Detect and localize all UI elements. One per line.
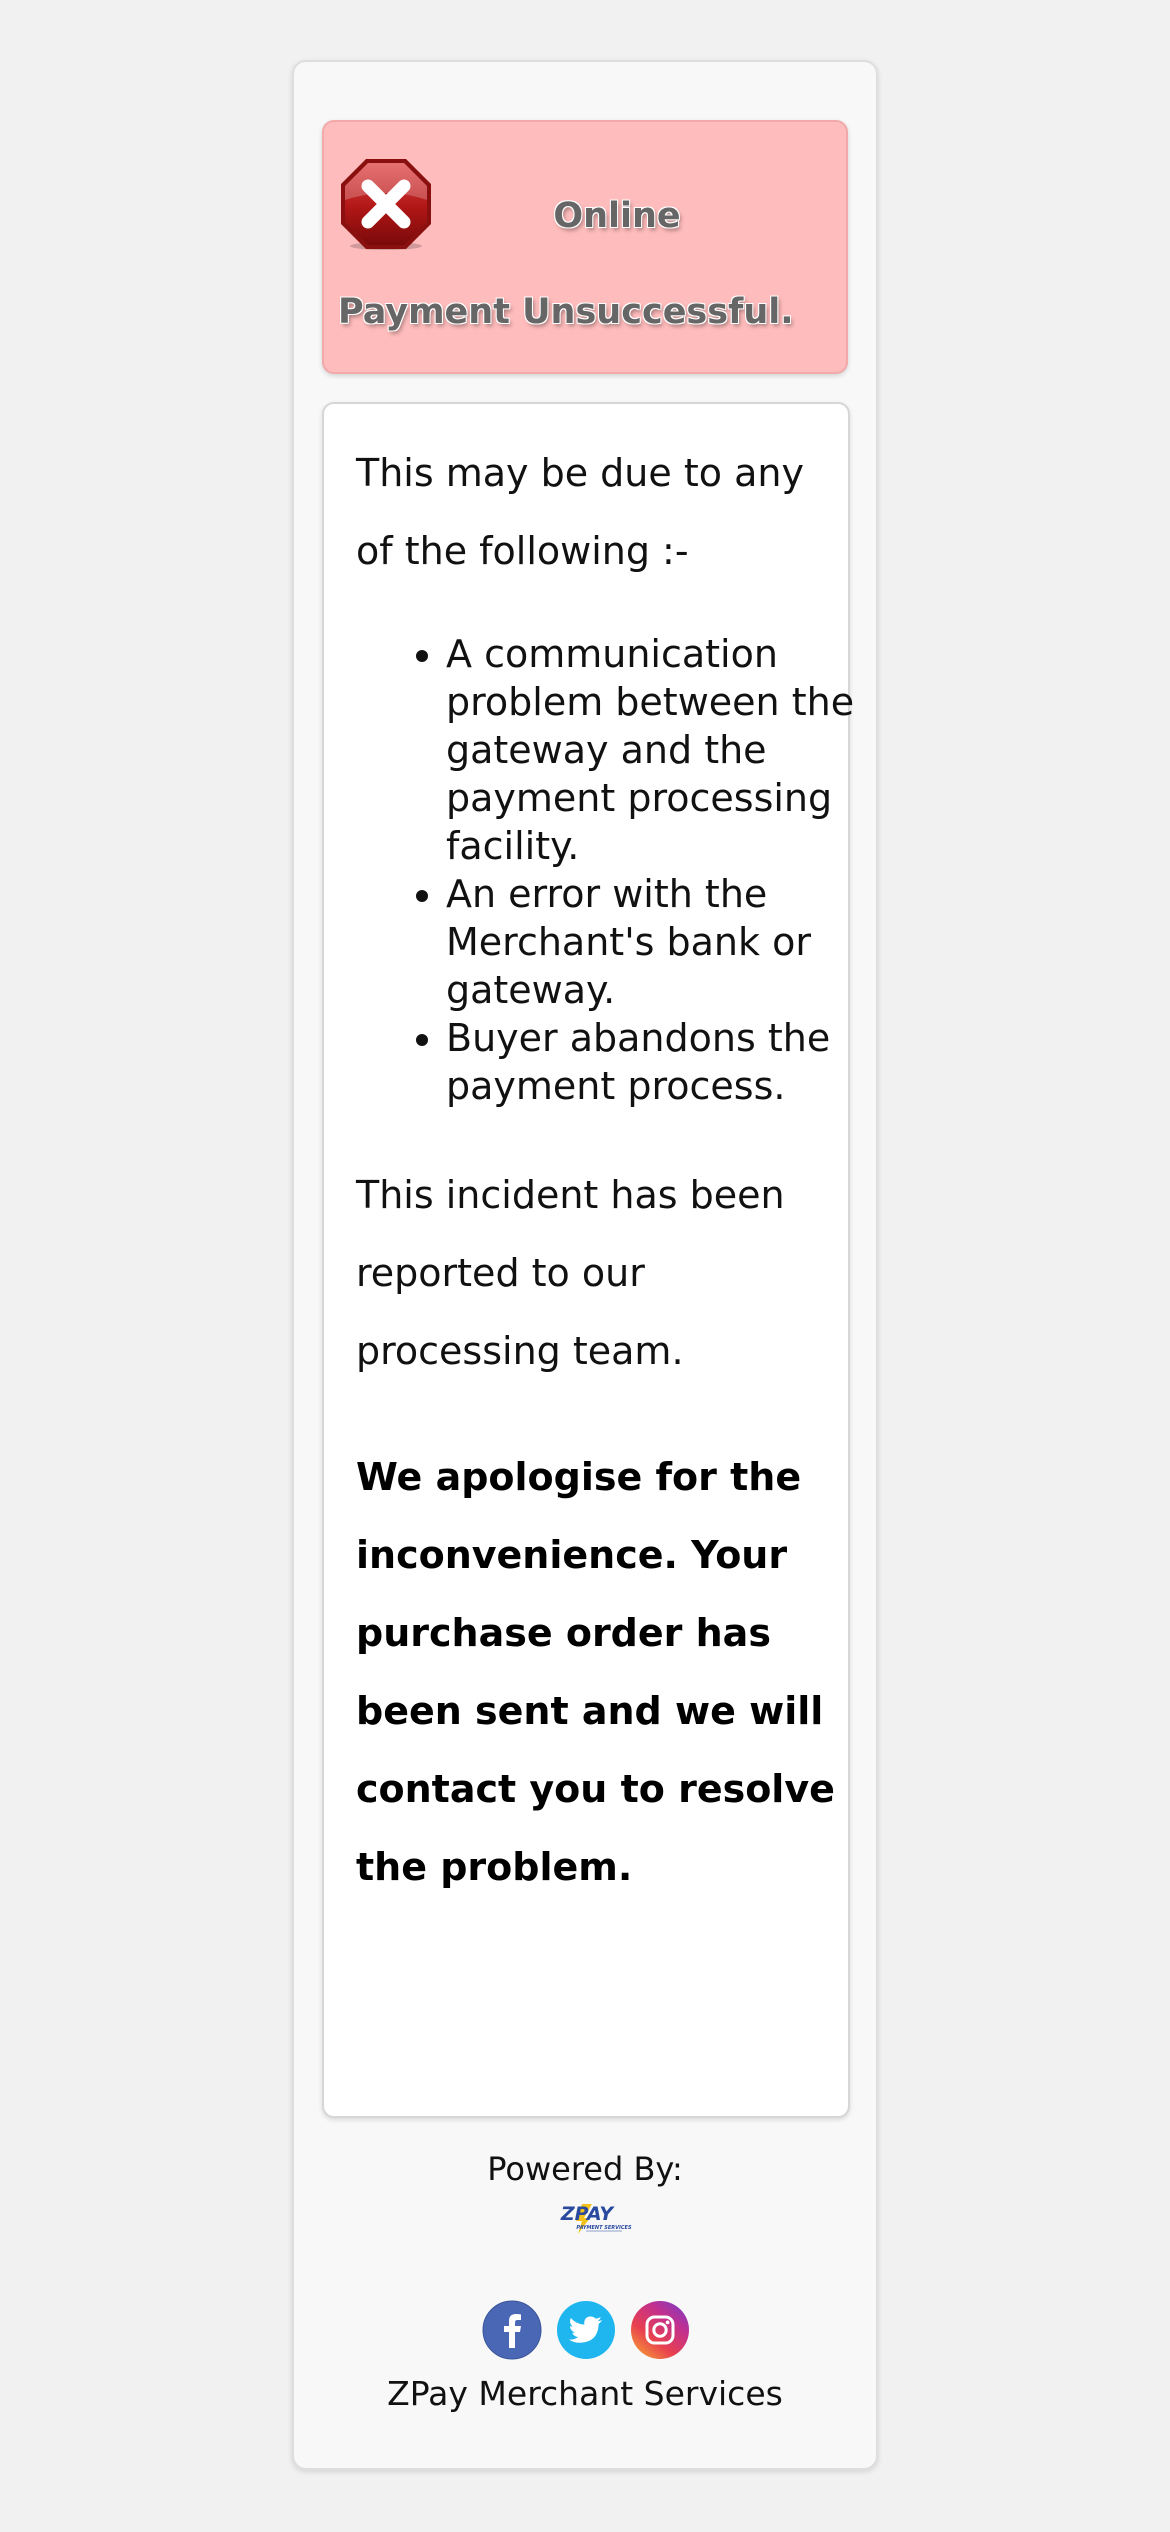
instagram-icon bbox=[630, 2300, 690, 2360]
facebook-link[interactable] bbox=[482, 2300, 542, 2360]
list-item: • An error with the Merchant's bank or gateway. bbox=[446, 870, 856, 1014]
list-item: • A communication problem between the gateway and the payment processing facility. bbox=[446, 630, 856, 870]
instagram-link[interactable] bbox=[630, 2300, 690, 2360]
zpay-logo-subtext: PAYMENT SERVICES bbox=[576, 2225, 632, 2231]
banner-title-line1: Online bbox=[553, 196, 681, 236]
twitter-link[interactable] bbox=[556, 2300, 616, 2360]
message-panel bbox=[322, 402, 855, 2118]
zpay-logo-text: ZPAY bbox=[560, 2203, 614, 2225]
facebook-icon bbox=[482, 2300, 542, 2360]
apology-text: We apologise for the inconvenience. Your purchase order has been sent and we will contact you to resolve the problem. bbox=[356, 1455, 835, 1889]
zpay-logo bbox=[542, 2200, 632, 2240]
error-banner bbox=[322, 120, 848, 374]
reasons-list bbox=[446, 630, 856, 1110]
intro-text: This may be due to any of the following :- bbox=[356, 451, 804, 573]
incident-text: This incident has been reported to our processing team. bbox=[356, 1173, 785, 1373]
company-name: ZPay Merchant Services bbox=[387, 2374, 783, 2413]
banner-title-line2: Payment Unsuccessful. bbox=[338, 292, 794, 332]
payment-result-card bbox=[292, 60, 878, 2470]
powered-by-label: Powered By: bbox=[487, 2150, 683, 2188]
twitter-icon bbox=[556, 2300, 616, 2360]
list-item: • Buyer abandons the payment process. bbox=[446, 1014, 856, 1110]
